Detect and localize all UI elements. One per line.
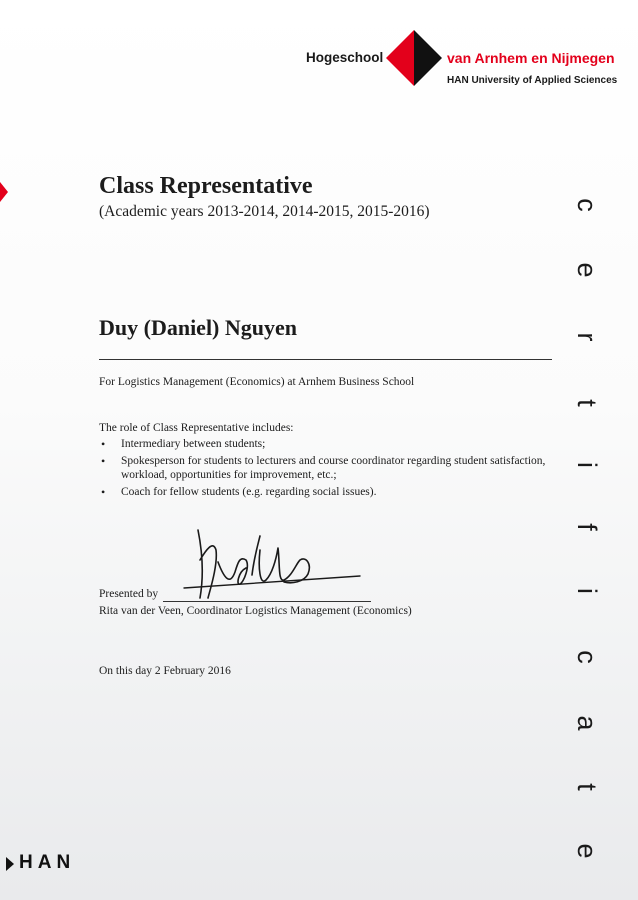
side-letter: e	[572, 262, 602, 278]
divider	[99, 359, 552, 360]
side-letter: a	[572, 715, 602, 731]
han-arrow-icon	[6, 857, 14, 871]
certificate-vertical-word	[562, 0, 622, 900]
role-years: (Academic years 2013-2014, 2014-2015, 2015-2016)	[99, 203, 430, 220]
duty-item: • Intermediary between students;	[99, 437, 559, 452]
program-line: For Logistics Management (Economics) at Arnhem Business School	[99, 376, 415, 388]
side-letter: r	[572, 332, 602, 342]
duties-list	[99, 437, 559, 501]
duty-item: • Coach for fellow students (e.g. regarding social issues).	[99, 485, 559, 500]
issue-date: On this day 2 February 2016	[99, 665, 231, 677]
side-letter: t	[572, 399, 602, 407]
presented-by-label: Presented by	[99, 588, 159, 600]
side-letter: i	[572, 588, 602, 594]
side-letter: f	[572, 523, 602, 531]
side-letter: t	[572, 783, 602, 791]
recipient-name: Duy (Daniel) Nguyen	[99, 315, 298, 340]
logo-subtitle: HAN University of Applied Sciences	[447, 75, 618, 86]
duty-item: • Spokesperson for students to lecturers and course coordinator regarding student satisfaction, workload, opportunities for improvement, etc.;	[99, 454, 559, 483]
side-letter: e	[572, 843, 602, 859]
han-footer-mark: HAN	[19, 852, 76, 873]
side-letter: c	[572, 198, 602, 212]
handwritten-signature	[180, 520, 365, 605]
signature-line	[163, 601, 371, 602]
logo-text-hogeschool: Hogeschool	[306, 50, 384, 65]
signer-name: Rita van der Veen, Coordinator Logistics Management (Economics)	[99, 605, 412, 617]
side-letter: i	[572, 462, 602, 468]
side-letter: c	[572, 650, 602, 664]
logo-text-arnhem-nijmegen: van Arnhem en Nijmegen	[447, 50, 615, 66]
edge-marker-icon	[0, 182, 8, 202]
role-intro: The role of Class Representative includes:	[99, 422, 294, 434]
han-logo-diamond	[384, 28, 444, 88]
role-title: Class Representative	[99, 173, 313, 199]
